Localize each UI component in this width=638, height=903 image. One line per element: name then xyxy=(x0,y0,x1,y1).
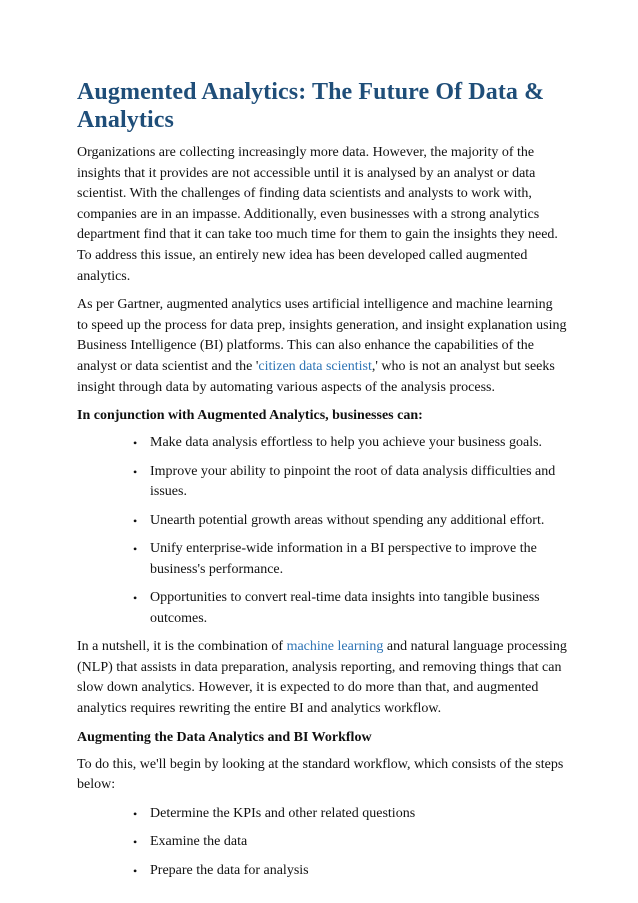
list-item-text: Examine the data xyxy=(150,834,248,850)
list-item xyxy=(77,804,567,825)
bullet-icon: • xyxy=(133,806,138,821)
list-item-text: Unearth potential growth areas without spending any additional effort. xyxy=(150,512,545,528)
workflow-paragraph: To do this, we'll begin by looking at the standard workflow, which consists of the steps below: xyxy=(77,756,564,793)
bullet-icon: • xyxy=(133,542,138,557)
document-title: Augmented Analytics: The Future Of Data & Analytics xyxy=(77,79,545,133)
list-item-text: Opportunities to convert real-time data insights into tangible business outcomes. xyxy=(150,590,540,626)
workflow-steps-list xyxy=(77,804,567,882)
nutshell-paragraph-text-end: and natural language processing (NLP) that assists in data preparation, analysis reporting, and removing things that can slow down analytics. However, it is expected to do more than that, and augmented analytics requires rewriting the entire BI and analytics workflow. xyxy=(77,639,567,716)
gartner-paragraph-text-start: As per Gartner, augmented analytics uses artificial intelligence and machine learning to speed up the process for data prep, insights generation, and insight explanation using Business Intelligence (BI) platforms. This can also enhance the capabilities of the analyst or data scientist and the ' xyxy=(77,297,567,374)
workflow-heading: Augmenting the Data Analytics and BI Workflow xyxy=(77,729,372,745)
list-item xyxy=(77,462,567,503)
list-item-text: Determine the KPIs and other related questions xyxy=(150,805,416,821)
nutshell-paragraph-text-start: In a nutshell, it is the combination of xyxy=(77,639,287,655)
bullet-icon: • xyxy=(133,436,138,451)
list-item xyxy=(77,433,567,454)
benefits-heading: In conjunction with Augmented Analytics, businesses can: xyxy=(77,408,423,424)
list-item xyxy=(77,832,567,853)
list-item xyxy=(77,861,567,882)
bullet-icon: • xyxy=(133,591,138,606)
list-item-text: Make data analysis effortless to help you achieve your business goals. xyxy=(150,435,543,451)
list-item xyxy=(77,511,567,532)
bullet-icon: • xyxy=(133,513,138,528)
list-item xyxy=(77,588,567,629)
list-item xyxy=(77,539,567,580)
nutshell-paragraph xyxy=(77,637,567,719)
benefits-list xyxy=(77,433,567,629)
list-item-text: Improve your ability to pinpoint the root of data analysis difficulties and issues. xyxy=(150,463,556,500)
machine-learning-link[interactable]: machine learning xyxy=(286,639,384,655)
bullet-icon: • xyxy=(133,464,138,479)
document-page xyxy=(77,78,567,889)
list-item-text: Unify enterprise-wide information in a BI perspective to improve the business's performance. xyxy=(150,541,537,577)
citizen-data-scientist-link[interactable]: citizen data scientist xyxy=(258,358,372,374)
intro-paragraph: Organizations are collecting increasingly more data. However, the majority of the insights that it provides are not accessible until it is analysed by an analyst or data scientist. With the challenges of finding data scientists and analysts to work with, companies are in an impasse. Additionally, even businesses with a strong analytics department find that it can take too much time for them to gain the insights they need. To address this issue, an entirely new idea has been developed called augmented analytics. xyxy=(77,145,558,284)
bullet-icon: • xyxy=(133,835,138,850)
list-item-text: Prepare the data for analysis xyxy=(150,862,309,878)
gartner-paragraph xyxy=(77,295,567,398)
bullet-icon: • xyxy=(133,863,138,878)
gartner-paragraph-text-end: ,' who is not an analyst but seeks insight through data by automating various aspects of the analysis process. xyxy=(77,358,555,395)
